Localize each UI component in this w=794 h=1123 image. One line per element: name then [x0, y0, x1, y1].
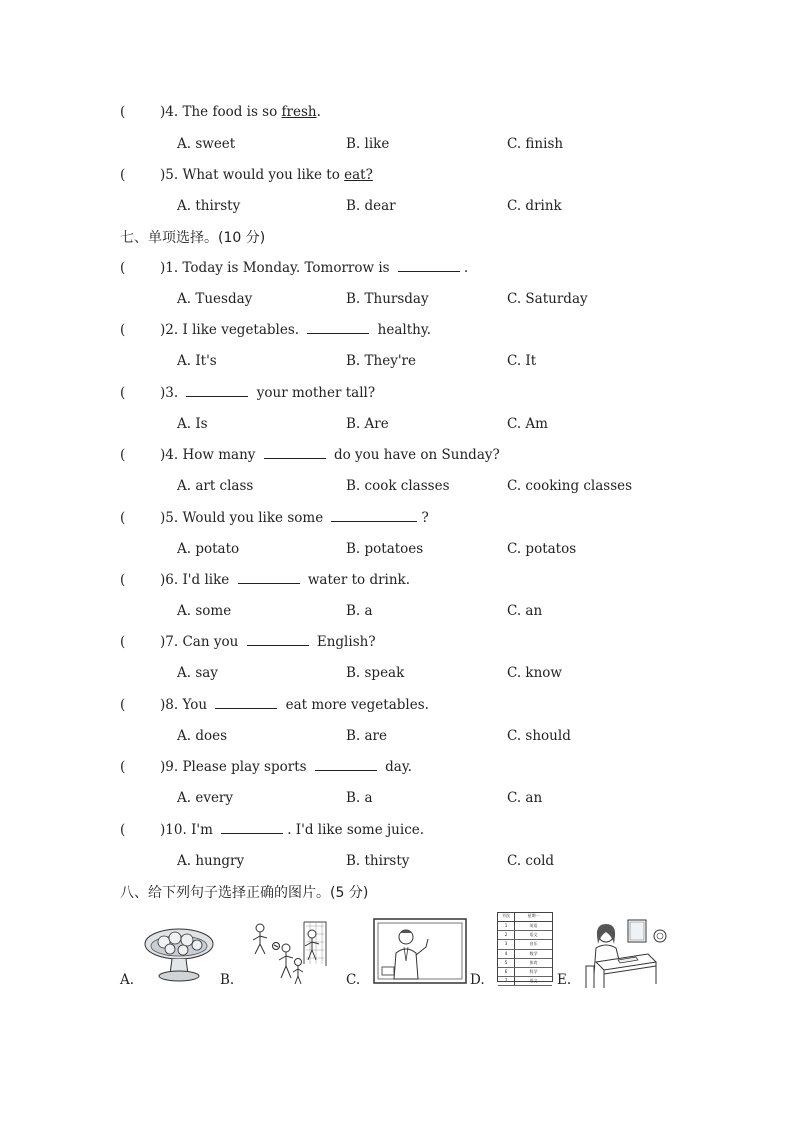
- answer-paren[interactable]: (: [120, 104, 126, 120]
- question-number: 5.: [165, 510, 179, 526]
- timetable-subject: 科学: [529, 968, 538, 974]
- option-b[interactable]: B. Are: [346, 416, 389, 432]
- answer-blank[interactable]: [398, 259, 460, 272]
- option-a[interactable]: A. sweet: [177, 136, 236, 152]
- timetable-period: 6: [498, 968, 515, 976]
- timetable-row: [498, 959, 552, 968]
- timetable-subject: 英语: [529, 923, 538, 928]
- paren-close: ): [160, 822, 166, 838]
- picture-label-c: C.: [346, 972, 361, 988]
- underlined-word: fresh: [281, 104, 317, 120]
- question-text: I'd like: [182, 572, 234, 588]
- option-a[interactable]: A. thirsty: [177, 198, 241, 214]
- question-row: [120, 758, 412, 776]
- option-c[interactable]: C. finish: [507, 136, 564, 152]
- question-text: You: [182, 697, 212, 713]
- question-text-end: .: [463, 260, 469, 276]
- timetable-subject: 音乐: [529, 941, 538, 947]
- question-row: [120, 633, 376, 651]
- paren-close: ): [160, 104, 166, 120]
- paren-close: ): [160, 634, 166, 650]
- paren-close: ): [160, 260, 166, 276]
- question-row: [120, 509, 429, 527]
- option-a[interactable]: A. Is: [177, 416, 208, 432]
- question-number: 6.: [165, 572, 179, 588]
- kids-playing-football-icon: [240, 914, 328, 986]
- option-b[interactable]: B. dear: [346, 198, 396, 214]
- option-a[interactable]: A. Tuesday: [177, 291, 253, 307]
- question-text-end: . I'd like some juice.: [287, 822, 425, 838]
- question-number: 4.: [165, 104, 179, 120]
- girl-studying-at-desk-icon: [578, 914, 670, 988]
- option-b[interactable]: B. like: [346, 136, 390, 152]
- paren-close: ): [160, 447, 166, 463]
- question-row: [120, 446, 500, 464]
- answer-paren[interactable]: (: [120, 260, 126, 276]
- option-c[interactable]: C. potatos: [507, 541, 577, 557]
- answer-blank[interactable]: [315, 758, 377, 771]
- answer-paren[interactable]: (: [120, 167, 126, 183]
- paren-close: ): [160, 510, 166, 526]
- answer-paren[interactable]: (: [120, 322, 126, 338]
- option-c[interactable]: C. should: [507, 728, 571, 744]
- timetable-period: 5: [498, 959, 515, 967]
- question-text-end: English?: [312, 634, 376, 650]
- timetable-row: [498, 950, 552, 959]
- question-text: Can you: [182, 634, 243, 650]
- paren-close: ): [160, 322, 166, 338]
- option-a[interactable]: A. potato: [177, 541, 240, 557]
- answer-paren[interactable]: (: [120, 759, 126, 775]
- option-a[interactable]: A. It's: [177, 353, 217, 369]
- timetable-period: 7: [498, 977, 515, 985]
- option-b[interactable]: B. are: [346, 728, 387, 744]
- answer-paren[interactable]: (: [120, 697, 126, 713]
- question-text: I like vegetables.: [182, 322, 304, 338]
- option-c[interactable]: C. cold: [507, 853, 555, 869]
- option-c[interactable]: C. know: [507, 665, 562, 681]
- question-text: How many: [182, 447, 260, 463]
- option-c[interactable]: C. drink: [507, 198, 562, 214]
- timetable-subject: 语文: [529, 978, 538, 984]
- timetable-row: [498, 940, 552, 949]
- timetable-row: [498, 977, 552, 986]
- option-c[interactable]: C. cooking classes: [507, 478, 633, 494]
- timetable-subject: 语文: [529, 932, 538, 938]
- question-number: 4.: [165, 447, 179, 463]
- answer-paren[interactable]: (: [120, 634, 126, 650]
- answer-blank[interactable]: [331, 509, 417, 522]
- option-a[interactable]: A. some: [177, 603, 232, 619]
- picture-label-e: E.: [557, 972, 572, 988]
- question-text: Would you like some: [182, 510, 328, 526]
- option-a[interactable]: A. say: [177, 665, 218, 681]
- option-b[interactable]: B. a: [346, 790, 373, 806]
- timetable-row: [498, 968, 552, 977]
- picture-label-a: A.: [120, 972, 135, 988]
- question-text-end: .: [316, 104, 321, 120]
- question-row: [120, 821, 424, 839]
- timetable-subject: 数学: [529, 950, 538, 956]
- option-c[interactable]: C. an: [507, 603, 543, 619]
- picture-label-d: D.: [470, 972, 485, 988]
- question-text: The food is so: [182, 104, 282, 120]
- answer-paren[interactable]: (: [120, 385, 126, 401]
- answer-paren[interactable]: (: [120, 447, 126, 463]
- question-number: 7.: [165, 634, 179, 650]
- question-row: [120, 103, 321, 121]
- paren-close: ): [160, 572, 166, 588]
- answer-blank[interactable]: [186, 384, 248, 397]
- answer-blank[interactable]: [247, 633, 309, 646]
- option-b[interactable]: B. cook classes: [346, 478, 450, 494]
- question-number: 2.: [165, 322, 179, 338]
- paren-close: ): [160, 759, 166, 775]
- option-a[interactable]: A. art class: [177, 478, 254, 494]
- timetable-period: 1: [498, 922, 515, 930]
- answer-paren[interactable]: (: [120, 572, 126, 588]
- teacher-at-blackboard-icon: [372, 917, 468, 985]
- question-number: 9.: [165, 759, 179, 775]
- option-b[interactable]: B. speak: [346, 665, 405, 681]
- question-text-end: ?: [421, 510, 429, 526]
- question-row: [120, 259, 468, 277]
- option-b[interactable]: B. potatoes: [346, 541, 424, 557]
- section-title: 八、给下列句子选择正确的图片。(5 分): [120, 885, 369, 901]
- answer-blank[interactable]: [238, 571, 300, 584]
- question-text-end: water to drink.: [303, 572, 411, 588]
- answer-blank[interactable]: [264, 446, 326, 459]
- timetable-body: [498, 922, 552, 986]
- question-text: What would you like to: [182, 167, 345, 183]
- answer-paren[interactable]: (: [120, 510, 126, 526]
- paren-close: ): [160, 697, 166, 713]
- underlined-word: eat?: [344, 167, 373, 183]
- option-c[interactable]: C. It: [507, 353, 537, 369]
- timetable-period: 3: [498, 940, 515, 948]
- question-text-end: day.: [380, 759, 412, 775]
- question-text-end: your mother tall?: [252, 385, 376, 401]
- option-b[interactable]: B. They're: [346, 353, 416, 369]
- picture-label-b: B.: [220, 972, 235, 988]
- answer-paren[interactable]: (: [120, 822, 126, 838]
- question-number: 8.: [165, 697, 179, 713]
- question-number: 10.: [165, 822, 187, 838]
- question-number: 5.: [165, 167, 179, 183]
- question-text-end: eat more vegetables.: [281, 697, 429, 713]
- question-number: 1.: [165, 260, 179, 276]
- class-timetable-icon: [497, 912, 553, 982]
- timetable-period: 2: [498, 931, 515, 939]
- paren-close: ): [160, 167, 166, 183]
- timetable-header-day: 星期一: [527, 913, 540, 918]
- option-c[interactable]: C. Saturday: [507, 291, 588, 307]
- question-text-end: healthy.: [373, 322, 431, 338]
- option-c[interactable]: C. an: [507, 790, 543, 806]
- answer-blank[interactable]: [307, 321, 369, 334]
- question-row: [120, 321, 431, 339]
- question-text: I'm: [191, 822, 218, 838]
- question-text: Today is Monday. Tomorrow is: [182, 260, 394, 276]
- timetable-row: [498, 931, 552, 940]
- question-row: [120, 571, 410, 589]
- timetable-header-period: 节次: [498, 913, 515, 921]
- paren-close: ): [160, 385, 166, 401]
- option-b[interactable]: B. Thursday: [346, 291, 429, 307]
- question-row: [120, 166, 373, 184]
- timetable-subject: 体育: [529, 959, 538, 965]
- answer-blank[interactable]: [221, 821, 283, 834]
- answer-blank[interactable]: [215, 696, 277, 709]
- option-a[interactable]: A. does: [177, 728, 228, 744]
- vegetable-bowl-icon: [142, 922, 216, 984]
- timetable-period: 4: [498, 950, 515, 958]
- option-a[interactable]: A. hungry: [177, 853, 245, 869]
- question-row: [120, 696, 429, 714]
- option-b[interactable]: B. thirsty: [346, 853, 410, 869]
- option-b[interactable]: B. a: [346, 603, 373, 619]
- question-row: [120, 384, 375, 402]
- question-text-end: do you have on Sunday?: [329, 447, 500, 463]
- option-c[interactable]: C. Am: [507, 416, 548, 432]
- option-a[interactable]: A. every: [177, 790, 234, 806]
- question-number: 3.: [165, 385, 179, 401]
- question-text: Please play sports: [182, 759, 311, 775]
- section-title: 七、单项选择。(10 分): [120, 230, 266, 246]
- timetable-row: [498, 922, 552, 931]
